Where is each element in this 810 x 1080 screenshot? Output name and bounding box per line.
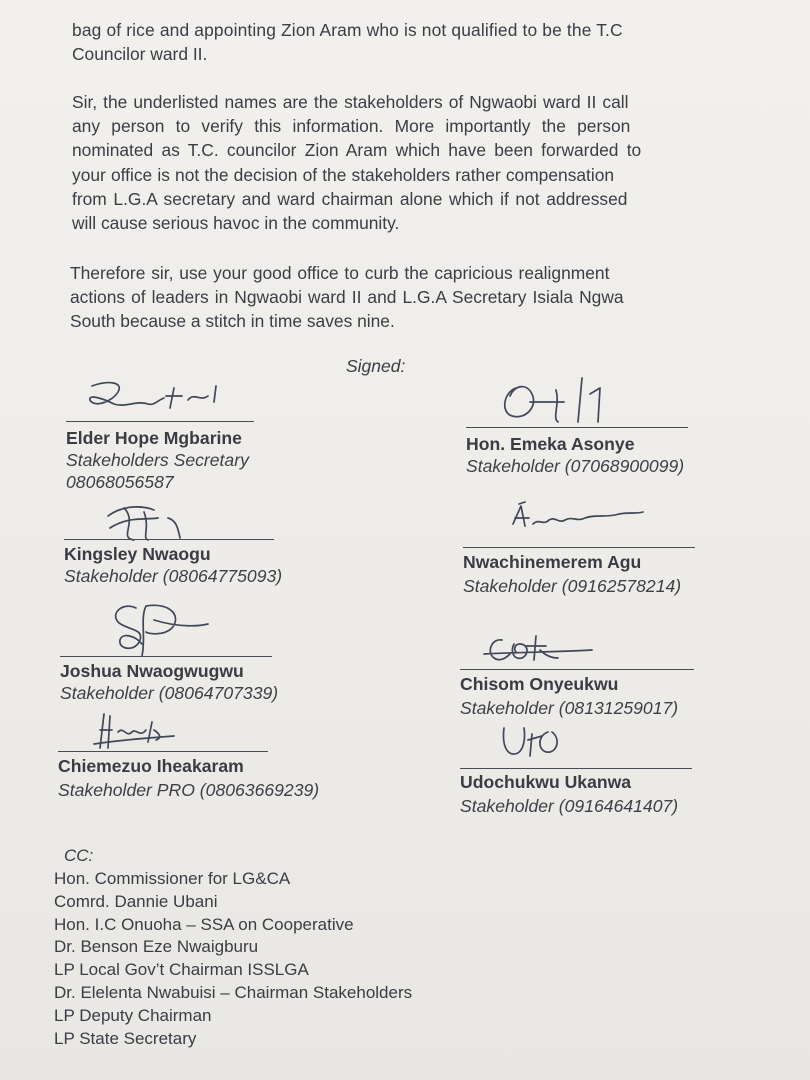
signatory-name: Elder Hope Mgbarine xyxy=(66,428,242,448)
signature-mark xyxy=(480,630,600,666)
signatory-role: Stakeholder (08131259017) xyxy=(460,698,679,718)
text-line: nominated as T.C. councilor Zion Aram which have been forwarded to xyxy=(72,140,642,161)
signature-mark xyxy=(503,500,653,536)
cc-recipient-list xyxy=(54,868,412,1050)
signature-mark xyxy=(94,498,214,542)
text-line: any person to verify this information. More importantly the person xyxy=(72,116,631,137)
text-line: Councilor ward II. xyxy=(72,44,208,65)
signature-line xyxy=(58,751,268,752)
signature-line xyxy=(463,547,695,548)
signatory-block xyxy=(66,378,366,493)
signatory-role: Stakeholder PRO (08063669239) xyxy=(58,780,320,800)
signatory-name: Nwachinemerem Agu xyxy=(463,552,642,572)
signature-mark xyxy=(90,708,190,752)
text-line: South because a stitch in time saves nine. xyxy=(70,311,395,332)
signatory-name: Udochukwu Ukanwa xyxy=(460,772,632,792)
cc-label: CC: xyxy=(64,846,94,865)
text-line: bag of rice and appointing Zion Aram who is not qualified to be the T.C xyxy=(72,20,623,40)
signatory-block xyxy=(460,718,760,818)
signatory-name: Kingsley Nwaogu xyxy=(64,544,211,564)
signatory-name: Chiemezuo Iheakaram xyxy=(58,756,244,776)
signature-line xyxy=(64,539,274,540)
cc-recipient: LP Local Gov’t Chairman ISSLGA xyxy=(54,960,309,980)
signature-mark xyxy=(486,372,636,426)
signature-mark xyxy=(496,718,606,762)
signed-label: Signed: xyxy=(346,356,406,376)
cc-recipient: LP Deputy Chairman xyxy=(54,1005,212,1025)
signatory-name: Joshua Nwaogwugwu xyxy=(60,661,244,681)
cc-recipient: Dr. Elelenta Nwabuisi – Chairman Stakeholders xyxy=(54,982,413,1002)
text-line: will cause serious havoc in the community. xyxy=(72,213,400,234)
signatory-role: Stakeholder (07068900099) xyxy=(466,456,685,476)
signatory-block xyxy=(466,372,766,482)
signatory-phone: 08068056587 xyxy=(66,472,174,492)
text-line: your office is not the decision of the stakeholders rather compensation xyxy=(72,164,615,185)
signature-line xyxy=(460,768,692,769)
letter-paragraph-closing xyxy=(70,261,706,334)
text-line: actions of leaders in Ngwaobi ward II and L.G.A Secretary Isiala Ngwa xyxy=(70,287,624,308)
signatory-role: Stakeholder (09162578214) xyxy=(463,576,682,596)
signatory-role: Stakeholder (08064707339) xyxy=(60,683,279,703)
cc-recipient: Dr. Benson Eze Nwaigburu xyxy=(54,937,259,957)
letter-paragraph-continuation xyxy=(72,18,708,66)
signatory-block xyxy=(58,708,358,808)
signatory-block xyxy=(64,498,364,593)
signatory-name: Hon. Emeka Asonye xyxy=(466,434,635,454)
signature-line xyxy=(60,656,272,657)
text-line: Therefore sir, use your good office to curb the capricious realignment xyxy=(70,263,610,283)
signatory-block xyxy=(460,630,760,725)
cc-recipient: Comrd. Dannie Ubani xyxy=(54,891,218,911)
text-line: Sir, the underlisted names are the stakeholders of Ngwaobi ward II call xyxy=(72,92,629,112)
signature-line xyxy=(460,669,694,670)
letter-paragraph-stakeholders xyxy=(72,90,708,235)
signatory-name: Chisom Onyeukwu xyxy=(460,674,619,694)
signatory-block xyxy=(463,500,763,600)
signature-mark xyxy=(78,378,238,424)
signature-mark xyxy=(96,598,226,660)
cc-recipient: Hon. I.C Onuoha – SSA on Cooperative xyxy=(54,914,354,934)
signature-line xyxy=(466,427,688,428)
cc-recipient: LP State Secretary xyxy=(54,1028,197,1048)
signatory-block xyxy=(60,598,360,708)
signatory-role: Stakeholder (09164641407) xyxy=(460,796,679,816)
cc-recipient: Hon. Commissioner for LG&CA xyxy=(54,869,291,888)
text-line: from L.G.A secretary and ward chairman alone which if not addressed xyxy=(72,188,628,209)
signature-line xyxy=(66,421,254,422)
signatory-role: Stakeholders Secretary xyxy=(66,450,249,470)
signatory-role: Stakeholder (08064775093) xyxy=(64,566,283,586)
